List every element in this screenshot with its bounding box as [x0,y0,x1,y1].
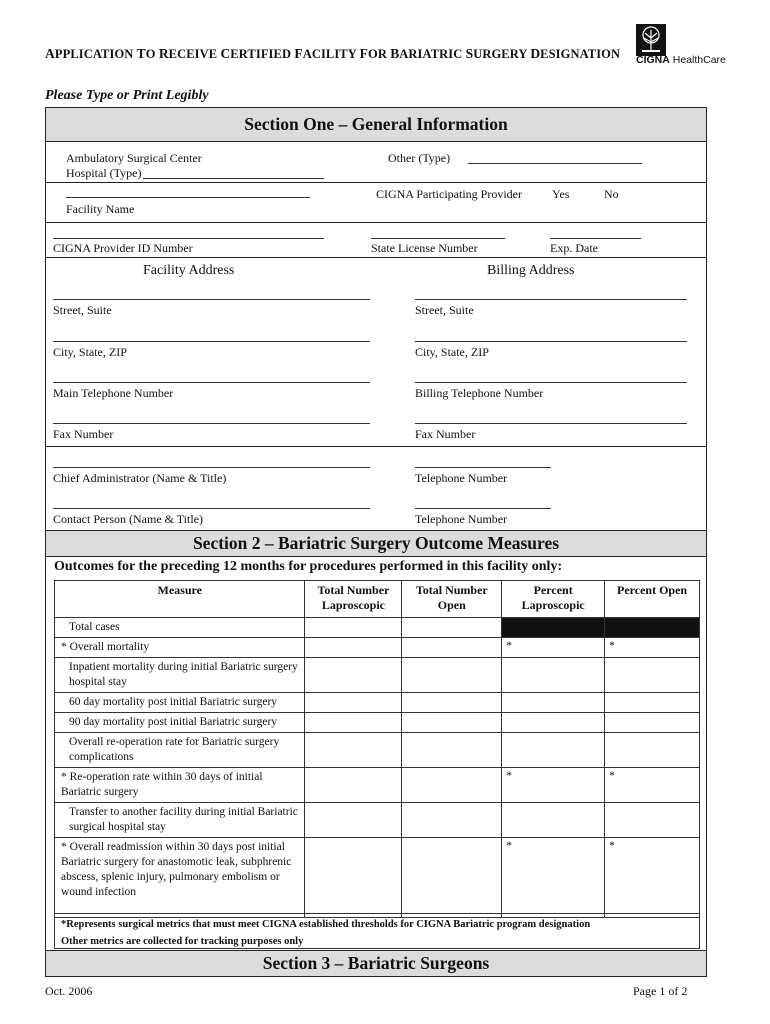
billing-phone-label: Billing Telephone Number [415,386,544,400]
section2-header [45,530,707,557]
input-cell[interactable] [402,803,502,838]
input-cell[interactable] [502,733,605,768]
input-cell[interactable]: * [605,838,700,918]
section1-title: Section One – General Information [244,114,508,134]
cigna-logo [636,24,726,70]
contact-field[interactable] [53,508,370,509]
form-title: APPLICATION TO RECEIVE CERTIFIED FACILITY FOR BARIATRIC SURGERY DESIGNATION [45,46,621,61]
notes-box [54,913,700,949]
input-cell[interactable] [305,733,402,768]
facility-name-field[interactable] [66,197,310,198]
table-row [55,803,700,838]
note-tracking: Other metrics are collected for tracking purposes only [61,936,304,947]
input-cell[interactable] [305,658,402,693]
section2-subtitle: Outcomes for the preceding 12 months for procedures performed in this facility only: [54,559,563,574]
input-cell[interactable] [502,713,605,733]
state-license-label: State License Number [371,241,478,255]
provider-id-label: CIGNA Provider ID Number [53,241,193,255]
input-cell[interactable] [402,713,502,733]
section3-title: Section 3 – Bariatric Surgeons [262,953,490,973]
input-cell[interactable]: * [502,638,605,658]
facility-street-label: Street, Suite [53,303,112,317]
input-cell[interactable] [305,618,402,638]
billing-fax-field[interactable] [415,423,687,424]
measure-cell: * Re-operation rate within 30 days of initial Bariatric surgery [55,768,305,803]
billing-address-heading: Billing Address [487,263,575,278]
input-cell[interactable] [502,803,605,838]
no-option[interactable]: No [604,187,619,201]
billing-street-label: Street, Suite [415,303,474,317]
input-cell[interactable] [502,658,605,693]
instruction: Please Type or Print Legibly [45,88,209,103]
measure-cell: Total cases [55,618,305,638]
input-cell[interactable] [305,713,402,733]
input-cell[interactable] [305,803,402,838]
col-pct-open: Percent Open [605,581,700,618]
logo-sub: HealthCare [672,54,726,66]
billing-fax-label: Fax Number [415,427,476,441]
table-row [55,713,700,733]
measure-cell: 90 day mortality post initial Bariatric surgery [55,713,305,733]
footer-date: Oct. 2006 [45,984,93,998]
input-cell[interactable] [605,658,700,693]
exp-date-label: Exp. Date [550,241,598,255]
ambulatory-label: Ambulatory Surgical Center [66,151,202,165]
contact-phone-field[interactable] [415,508,551,509]
shaded-cell [605,618,700,638]
input-cell[interactable] [402,618,502,638]
input-cell[interactable] [305,638,402,658]
state-license-field[interactable] [371,238,505,239]
tree-icon [636,24,666,56]
billing-phone-field[interactable] [415,382,687,383]
note-threshold: *Represents surgical metrics that must meet CIGNA established thresholds for CIGNA Bariatric program designation [61,919,591,930]
admin-phone-label: Telephone Number [415,471,508,485]
provider-id-field[interactable] [53,238,324,239]
input-cell[interactable] [305,693,402,713]
contact-label: Contact Person (Name & Title) [53,512,203,526]
table-row [55,838,700,918]
facility-fax-label: Fax Number [53,427,114,441]
other-type-field[interactable] [468,163,642,164]
input-cell[interactable]: * [502,838,605,918]
hospital-type-field[interactable] [143,178,324,179]
table-row [55,693,700,713]
measure-cell: 60 day mortality post initial Bariatric surgery [55,693,305,713]
col-measure: Measure [55,581,305,618]
hospital-label: Hospital (Type) [66,166,142,180]
input-cell[interactable]: * [502,768,605,803]
input-cell[interactable] [402,838,502,918]
admin-phone-field[interactable] [415,467,551,468]
other-label: Other (Type) [388,151,451,165]
contact-phone-label: Telephone Number [415,512,508,526]
facility-fax-field[interactable] [53,423,370,424]
participating-label: CIGNA Participating Provider [376,187,522,201]
table-row [55,733,700,768]
input-cell[interactable] [605,693,700,713]
logo-brand: CIGNA [636,54,670,66]
admin-field[interactable] [53,467,370,468]
input-cell[interactable] [402,768,502,803]
input-cell[interactable] [502,693,605,713]
yes-option[interactable]: Yes [552,187,570,201]
section2-title: Section 2 – Bariatric Surgery Outcome Measures [192,533,560,553]
table-row [55,658,700,693]
section1-header [45,107,707,142]
main-phone-label: Main Telephone Number [53,386,174,400]
measure-cell: * Overall mortality [55,638,305,658]
input-cell[interactable] [402,658,502,693]
input-cell[interactable] [402,638,502,658]
measure-cell: Inpatient mortality during initial Bariatric surgery hospital stay [55,658,305,693]
table-row [55,638,700,658]
input-cell[interactable]: * [605,768,700,803]
admin-label: Chief Administrator (Name & Title) [53,471,227,485]
facility-city-field[interactable] [53,341,370,342]
billing-city-field[interactable] [415,341,687,342]
billing-city-label: City, State, ZIP [415,345,489,359]
exp-date-field[interactable] [550,238,641,239]
measure-cell: Overall re-operation rate for Bariatric surgery complications [55,733,305,768]
table-row [55,768,700,803]
col-total-lap: Total Number Laproscopic [305,581,402,618]
col-pct-lap: Percent Laproscopic [502,581,605,618]
facility-address-heading: Facility Address [143,263,235,278]
input-cell[interactable] [605,733,700,768]
input-cell[interactable] [402,693,502,713]
input-cell[interactable] [605,713,700,733]
input-cell[interactable]: * [605,638,700,658]
measure-cell: * Overall readmission within 30 days post initial Bariatric surgery for anastomotic leak, subphrenic abscess, splenic injury, pulmonary embolism or wound infection [55,838,305,918]
input-cell[interactable] [305,768,402,803]
input-cell[interactable] [305,838,402,918]
col-total-open: Total Number Open [402,581,502,618]
input-cell[interactable] [605,803,700,838]
measure-cell: Transfer to another facility during initial Bariatric surgical hospital stay [55,803,305,838]
facility-street-field[interactable] [53,299,370,300]
outcome-table [54,580,700,918]
billing-street-field[interactable] [415,299,687,300]
section3-header [45,950,707,977]
facility-city-label: City, State, ZIP [53,345,127,359]
footer-page: Page 1 of 2 [633,984,688,998]
input-cell[interactable] [402,733,502,768]
facility-name-label: Facility Name [66,202,135,216]
shaded-cell [502,618,605,638]
main-phone-field[interactable] [53,382,370,383]
table-row [55,618,700,638]
